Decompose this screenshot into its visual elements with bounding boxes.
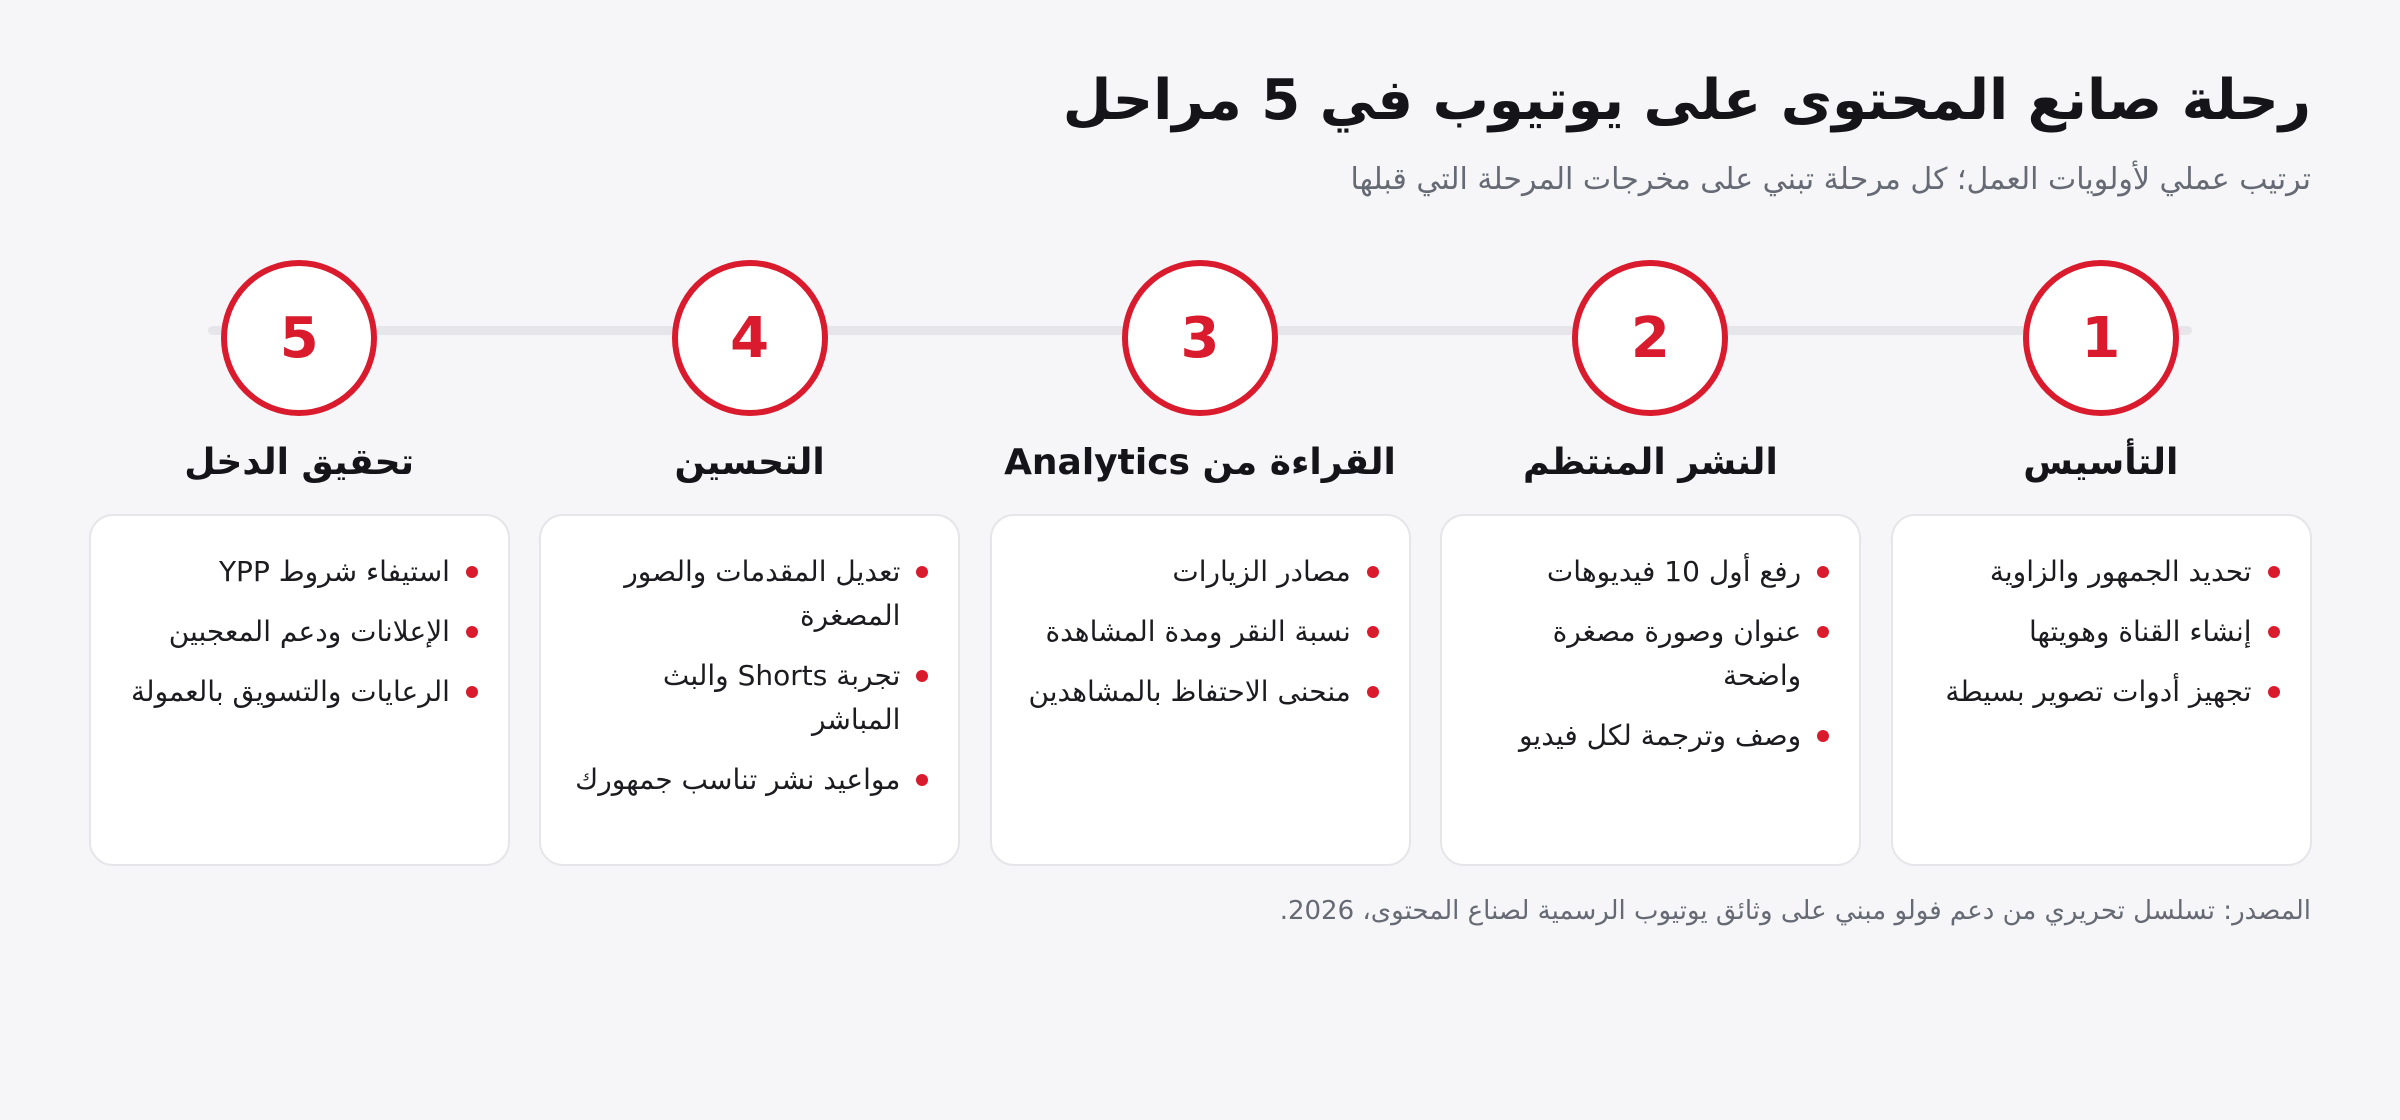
list-item bbox=[1020, 670, 1383, 714]
list-item-text: الإعلانات ودعم المعجبين bbox=[168, 615, 450, 648]
step-number-badge: 4 bbox=[672, 260, 828, 416]
step-items-list bbox=[1470, 550, 1833, 758]
step-card bbox=[1891, 514, 2312, 866]
list-item-text: مواعيد نشر تناسب جمهورك bbox=[575, 763, 901, 796]
step-5 bbox=[89, 258, 509, 868]
bullet-dot-icon bbox=[1817, 730, 1829, 742]
list-item-text: تعديل المقدمات والصور المصغرة bbox=[624, 555, 901, 632]
step-items-list bbox=[1020, 550, 1383, 714]
step-3 bbox=[990, 258, 1410, 868]
list-item bbox=[1470, 714, 1833, 758]
bullet-dot-icon bbox=[916, 670, 928, 682]
step-1 bbox=[1891, 258, 2311, 868]
step-number-badge: 2 bbox=[1572, 260, 1728, 416]
step-number-badge: 3 bbox=[1122, 260, 1278, 416]
bullet-dot-icon bbox=[916, 774, 928, 786]
bullet-dot-icon bbox=[1367, 626, 1379, 638]
bullet-dot-icon bbox=[466, 686, 478, 698]
step-number-badge: 1 bbox=[2023, 260, 2179, 416]
bullet-dot-icon bbox=[1367, 566, 1379, 578]
list-item-text: نسبة النقر ومدة المشاهدة bbox=[1045, 615, 1351, 648]
bullet-dot-icon bbox=[1817, 566, 1829, 578]
step-title: التأسيس bbox=[2023, 442, 2179, 483]
bullet-dot-icon bbox=[1817, 626, 1829, 638]
list-item-text: رفع أول 10 فيديوهات bbox=[1546, 555, 1802, 588]
source-note: المصدر: تسلسل تحريري من دعم فولو مبني على وثائق يوتيوب الرسمية لصناع المحتوى، 2026. bbox=[1279, 896, 2311, 926]
step-items-list bbox=[1921, 550, 2284, 714]
list-item-text: استيفاء شروط YPP bbox=[218, 555, 450, 588]
steps-row bbox=[89, 258, 2311, 868]
list-item-text: الرعايات والتسويق بالعمولة bbox=[131, 675, 450, 708]
step-2 bbox=[1440, 258, 1860, 868]
bullet-dot-icon bbox=[466, 626, 478, 638]
list-item-text: مصادر الزيارات bbox=[1172, 555, 1351, 588]
list-item-text: عنوان وصورة مصغرة واضحة bbox=[1552, 615, 1802, 692]
list-item-text: إنشاء القناة وهويتها bbox=[2028, 615, 2252, 648]
list-item bbox=[1921, 670, 2284, 714]
list-item-text: تحديد الجمهور والزاوية bbox=[1989, 555, 2252, 588]
step-card bbox=[990, 514, 1411, 866]
list-item bbox=[1020, 550, 1383, 594]
list-item-text: وصف وترجمة لكل فيديو bbox=[1518, 719, 1802, 752]
step-title: تحقيق الدخل bbox=[184, 442, 415, 483]
page-subtitle: ترتيب عملي لأولويات العمل؛ كل مرحلة تبني على مخرجات المرحلة التي قبلها bbox=[1350, 162, 2311, 197]
bullet-dot-icon bbox=[2268, 566, 2280, 578]
step-items-list bbox=[119, 550, 482, 714]
step-card bbox=[89, 514, 510, 866]
bullet-dot-icon bbox=[1367, 686, 1379, 698]
step-card bbox=[539, 514, 960, 866]
page-title: رحلة صانع المحتوى على يوتيوب في 5 مراحل bbox=[1062, 68, 2311, 133]
step-number-badge: 5 bbox=[221, 260, 377, 416]
list-item bbox=[569, 654, 932, 742]
list-item bbox=[1921, 550, 2284, 594]
bullet-dot-icon bbox=[2268, 626, 2280, 638]
bullet-dot-icon bbox=[466, 566, 478, 578]
list-item-text: تجربة Shorts والبث المباشر bbox=[662, 659, 901, 736]
bullet-dot-icon bbox=[916, 566, 928, 578]
step-title: التحسين bbox=[674, 442, 825, 483]
step-title: النشر المنتظم bbox=[1522, 442, 1778, 483]
list-item bbox=[1470, 550, 1833, 594]
step-card bbox=[1440, 514, 1861, 866]
step-4 bbox=[539, 258, 959, 868]
list-item-text: تجهيز أدوات تصوير بسيطة bbox=[1945, 675, 2252, 708]
list-item bbox=[1020, 610, 1383, 654]
list-item bbox=[119, 610, 482, 654]
list-item bbox=[1921, 610, 2284, 654]
list-item bbox=[119, 550, 482, 594]
list-item bbox=[569, 550, 932, 638]
step-title: القراءة من Analytics bbox=[1004, 442, 1396, 483]
list-item bbox=[119, 670, 482, 714]
bullet-dot-icon bbox=[2268, 686, 2280, 698]
step-items-list bbox=[569, 550, 932, 802]
list-item-text: منحنى الاحتفاظ بالمشاهدين bbox=[1028, 675, 1351, 708]
list-item bbox=[569, 758, 932, 802]
list-item bbox=[1470, 610, 1833, 698]
